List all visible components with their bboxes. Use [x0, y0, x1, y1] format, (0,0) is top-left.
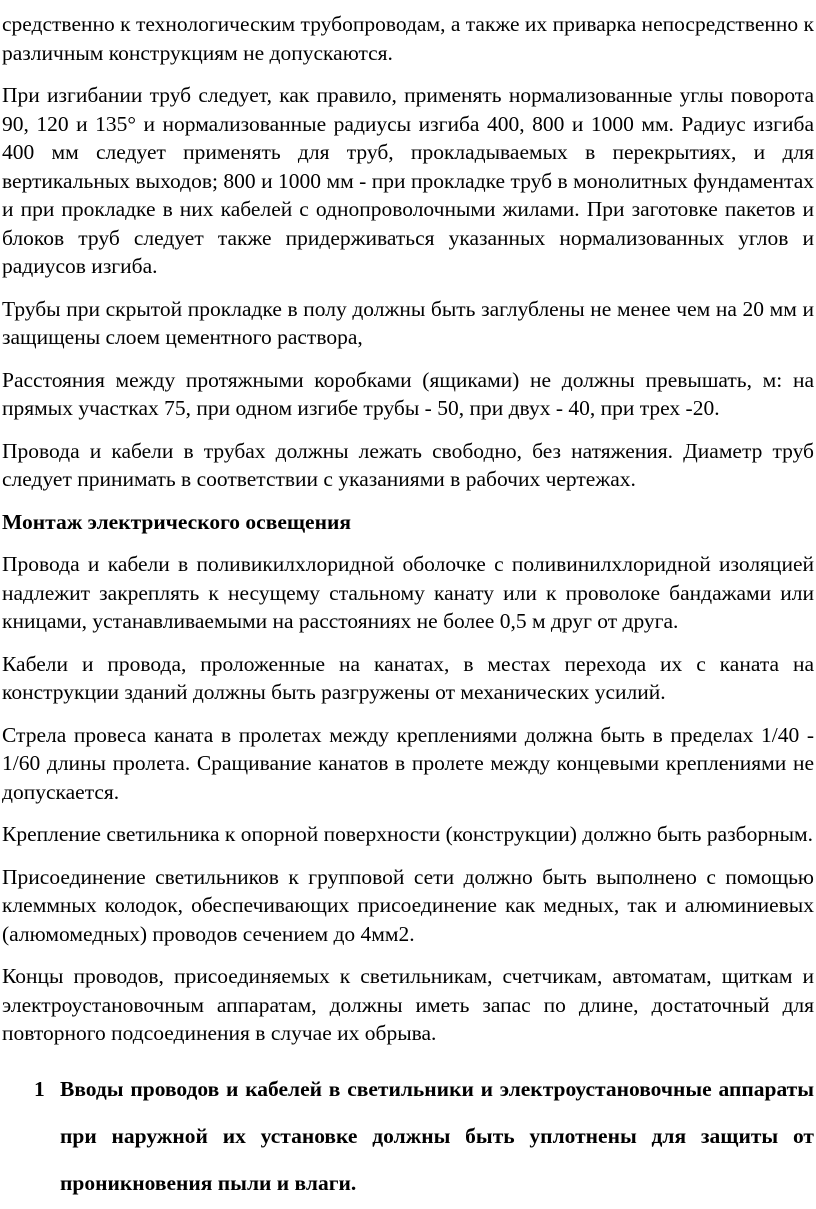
- paragraph-luminaire-connection: Присоединение светильников к групповой сети должно быть выполнено с помощью клеммных колодок, обеспечивающих присоединение как медных, так и алюминиевых (алюмомедных) проводов сечением до 4мм2.: [2, 864, 814, 946]
- paragraph-cables-in-pipes: Провода и кабели в трубах должны лежать свободно, без натяжения. Диаметр труб следует принимать в соответствии с указаниями в рабочих чертежах.: [2, 438, 814, 491]
- paragraph-cable-fastening: Провода и кабели в поливикилхлоридной оболочке с поливинилхлоридной изоляцией надлежит закреплять к несущему стальному канату или к проволоке бандажами или кницами, устанавливаемыми на расстояниях не более 0,5 м друг от друга.: [2, 552, 814, 633]
- paragraph-pipe-welding: средственно к технологическим трубопроводам, а также их приварка непосредственно к различным конструкциям не допускаются.: [2, 12, 814, 65]
- list-item-number: 1: [34, 1076, 45, 1101]
- paragraph-floor-depth: Трубы при скрытой прокладке в полу должны быть заглублены не менее чем на 20 мм и защищены слоем цементного раствора,: [2, 296, 814, 349]
- list-item-text: Вводы проводов и кабелей в светильники и электроустановочные аппараты при наружной их установке должны быть уплотнены для защиты от проникновения пыли и влаги.: [60, 1076, 814, 1195]
- paragraph-pipe-bending: При изгибании труб следует, как правило, применять нормализованные углы поворота 90, 120 и 135° и нормализованные радиусы изгиба 400, 800 и 1000 мм. Радиус изгиба 400 мм следует применять для труб, прокладываемых в перекрытиях, и для вертикальных выходов; 800 и 1000 мм - при прокладке труб в монолитных фундаментах и при прокладке в них кабелей с однопроволочными жилами. При заготовке пакетов и блоков труб следует также придерживаться указанных нормализованных углов и радиусов изгиба.: [2, 83, 814, 278]
- paragraph-pull-boxes: Расстояния между протяжными коробками (ящиками) не должны превышать, м: на прямых участках 75, при одном изгибе трубы - 50, при двух - 40, при трех -20.: [2, 367, 814, 420]
- numbered-list-item: [2, 1066, 814, 1207]
- section-heading: Монтаж электрического освещения: [2, 509, 351, 534]
- paragraph-wire-ends: Концы проводов, присоединяемых к светильникам, счетчикам, автоматам, щиткам и электроустановочным аппаратам, должны иметь запас по длине, достаточный для повторного подсоединения в случае их обрыва.: [2, 964, 814, 1045]
- paragraph-luminaire-mounting: Крепление светильника к опорной поверхности (конструкции) должно быть разборным.: [2, 822, 814, 846]
- paragraph-rope-sag: Стрела провеса каната в пролетах между креплениями должна быть в пределах 1/40 - 1/60 длины пролета. Сращивание канатов в пролете между концевыми креплениями не допускается.: [2, 722, 814, 804]
- paragraph-cable-unloading: Кабели и провода, проложенные на канатах, в местах перехода их с каната на конструкции зданий должны быть разгружены от механических усилий.: [2, 651, 814, 704]
